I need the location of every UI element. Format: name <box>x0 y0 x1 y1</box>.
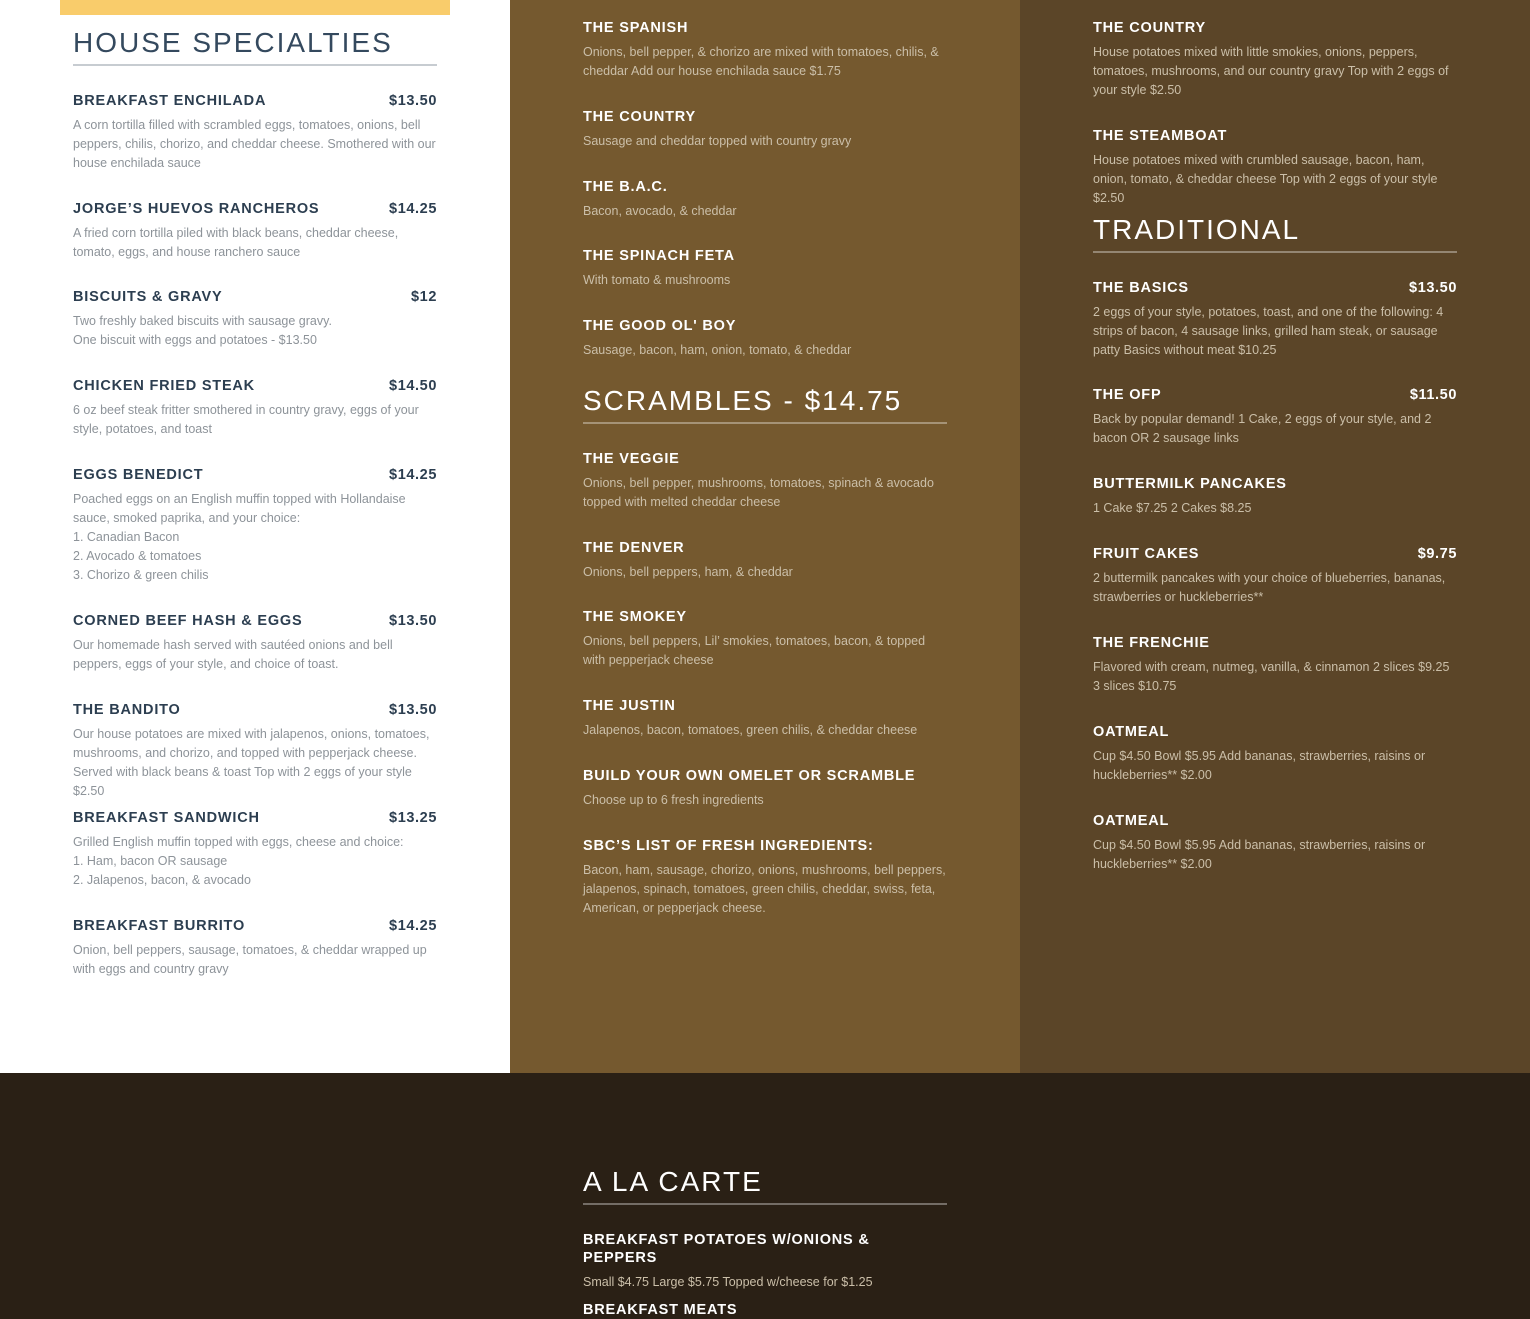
item-description: Our homemade hash served with sautéed onions and bell peppers, eggs of your style, and choice of toast. <box>73 638 393 671</box>
item-description: Flavored with cream, nutmeg, vanilla, & cinnamon 2 slices $9.25 3 slices $10.75 <box>1093 660 1450 693</box>
item-description: Cup $4.50 Bowl $5.95 Add bananas, strawberries, raisins or huckleberries** $2.00 <box>1093 749 1426 782</box>
item-name: OATMEAL <box>1093 724 1170 740</box>
menu-item <box>583 178 947 221</box>
item-description: Sausage, bacon, ham, onion, tomato, & cheddar <box>583 343 852 357</box>
item-description: House potatoes mixed with little smokies, onions, peppers, tomatoes, mushrooms, and our country gravy Top with 2 eggs of your style $2.50 <box>1093 45 1449 97</box>
item-name: THE COUNTRY <box>1093 20 1206 36</box>
item-name: BREAKFAST BURRITO <box>73 918 246 934</box>
item-price: $13.50 <box>1409 280 1457 296</box>
item-name: BISCUITS & GRAVY <box>73 289 223 305</box>
item-name: BUTTERMILK PANCAKES <box>1093 476 1287 492</box>
menu-item <box>73 917 437 979</box>
menu-item <box>1093 545 1457 607</box>
menu-item <box>583 697 947 740</box>
item-name: THE VEGGIE <box>583 451 680 467</box>
menu-item <box>583 539 947 582</box>
menu-item <box>73 200 437 262</box>
skillets-traditional-column <box>1020 0 1530 1073</box>
item-description: Bacon, ham, sausage, chorizo, onions, mushrooms, bell peppers, jalapenos, spinach, tomatoes, green chilis, cheddar, swiss, feta, American, or pepperjack cheese. <box>583 863 946 915</box>
omelets-scrambles-column <box>510 0 1020 1073</box>
menu-item <box>583 837 947 918</box>
item-description: With tomato & mushrooms <box>583 273 731 287</box>
item-description: Sausage and cheddar topped with country gravy <box>583 134 852 148</box>
item-name: THE OFP <box>1093 387 1162 403</box>
item-name: THE B.A.C. <box>583 179 668 195</box>
menu-item <box>1093 475 1457 518</box>
menu-item <box>1093 127 1457 208</box>
menu-item <box>1093 386 1457 448</box>
item-price: $13.50 <box>389 702 437 718</box>
menu-item <box>1093 634 1457 696</box>
menu-item <box>1093 19 1457 100</box>
item-description: 1 Cake $7.25 2 Cakes $8.25 <box>1093 501 1252 515</box>
menu-item <box>583 1231 947 1292</box>
item-description: Onions, bell pepper, & chorizo are mixed with tomatoes, chilis, & cheddar Add our house enchilada sauce $1.75 <box>583 45 939 78</box>
accent-bar <box>60 0 450 15</box>
item-name: THE GOOD OL' BOY <box>583 318 737 334</box>
item-description: Jalapenos, bacon, tomatoes, green chilis, & cheddar cheese <box>583 723 918 737</box>
item-price: $13.25 <box>389 810 437 826</box>
menu-item <box>73 466 437 585</box>
item-name: EGGS BENEDICT <box>73 467 204 483</box>
item-description: 2 eggs of your style, potatoes, toast, and one of the following: 4 strips of bacon, 4 sausage links, grilled ham steak, or sausage patty Basics without meat $10.25 <box>1093 305 1444 357</box>
menu-item <box>583 767 947 810</box>
menu-item <box>583 317 947 360</box>
item-name: BREAKFAST ENCHILADA <box>73 93 267 109</box>
a-la-carte-section <box>0 1073 1530 1318</box>
menu-item <box>583 608 947 670</box>
item-description: Cup $4.50 Bowl $5.95 Add bananas, strawberries, raisins or huckleberries** $2.00 <box>1093 838 1426 871</box>
menu-item <box>73 809 437 890</box>
item-price: $14.25 <box>389 201 437 217</box>
item-price: $11.50 <box>1409 387 1457 403</box>
menu-item <box>583 247 947 290</box>
scrambles-title: SCRAMBLES - $14.75 <box>583 384 947 424</box>
item-name: OATMEAL <box>1093 813 1170 829</box>
menu-item <box>73 612 437 674</box>
menu-item <box>583 450 947 512</box>
menu-item <box>73 701 437 801</box>
item-name: THE SPINACH FETA <box>583 248 735 264</box>
item-description: Onions, bell pepper, mushrooms, tomatoes, spinach & avocado topped with melted cheddar cheese <box>583 476 934 509</box>
menu-item <box>73 377 437 439</box>
item-name: THE COUNTRY <box>583 109 696 125</box>
item-name: CHICKEN FRIED STEAK <box>73 378 255 394</box>
item-name: THE STEAMBOAT <box>1093 128 1228 144</box>
a-la-carte-title: A LA CARTE <box>583 1165 947 1205</box>
menu-item <box>1093 279 1457 360</box>
item-price: $12 <box>411 289 437 305</box>
menu-item <box>583 108 947 151</box>
item-description: Onions, bell peppers, Lil’ smokies, tomatoes, bacon, & topped with pepperjack cheese <box>583 634 926 667</box>
item-name: SBC’S LIST OF FRESH INGREDIENTS: <box>583 838 874 854</box>
item-name: BUILD YOUR OWN OMELET OR SCRAMBLE <box>583 768 916 784</box>
item-price: $13.50 <box>389 93 437 109</box>
item-name: THE DENVER <box>583 540 685 556</box>
item-description: 6 oz beef steak fritter smothered in country gravy, eggs of your style, potatoes, and toast <box>73 403 419 436</box>
item-name: THE BASICS <box>1093 280 1189 296</box>
menu-item <box>583 1301 947 1319</box>
item-description: Onion, bell peppers, sausage, tomatoes, & cheddar wrapped up with eggs and country gravy <box>73 943 427 976</box>
item-name: THE SPANISH <box>583 20 689 36</box>
item-price: $9.75 <box>1417 546 1457 562</box>
menu-item <box>73 288 437 350</box>
item-name: FRUIT CAKES <box>1093 546 1200 562</box>
item-description: 2 buttermilk pancakes with your choice of blueberries, bananas, strawberries or huckleberries** <box>1093 571 1446 604</box>
item-price: $13.50 <box>389 613 437 629</box>
item-description: Bacon, avocado, & cheddar <box>583 204 737 218</box>
item-description: A fried corn tortilla piled with black beans, cheddar cheese, tomato, eggs, and house ranchero sauce <box>73 226 399 259</box>
menu-item <box>583 19 947 81</box>
item-price: $14.25 <box>389 467 437 483</box>
traditional-title: TRADITIONAL <box>1093 213 1457 253</box>
item-name: THE JUSTIN <box>583 698 676 714</box>
item-description: Small $4.75 Large $5.75 Topped w/cheese for $1.25 <box>583 1275 873 1289</box>
item-description: Grilled English muffin topped with eggs, cheese and choice: 1. Ham, bacon OR sausage 2. Jalapenos, bacon, & avocado <box>73 835 404 887</box>
house-specialties-column <box>0 0 510 1073</box>
item-name: BREAKFAST MEATS <box>583 1302 738 1318</box>
item-description: Back by popular demand! 1 Cake, 2 eggs of your style, and 2 bacon OR 2 sausage links <box>1093 412 1432 445</box>
item-description: Onions, bell peppers, ham, & cheddar <box>583 565 793 579</box>
item-name: BREAKFAST POTATOES W/ONIONS & PEPPERS <box>583 1232 870 1266</box>
item-description: Choose up to 6 fresh ingredients <box>583 793 764 807</box>
item-name: BREAKFAST SANDWICH <box>73 810 260 826</box>
item-name: JORGE’S HUEVOS RANCHEROS <box>73 201 320 217</box>
item-description: A corn tortilla filled with scrambled eggs, tomatoes, onions, bell peppers, chilis, chorizo, and cheddar cheese. Smothered with our house enchilada sauce <box>73 118 436 170</box>
menu-item <box>1093 812 1457 874</box>
item-name: THE SMOKEY <box>583 609 687 625</box>
item-description: House potatoes mixed with crumbled sausage, bacon, ham, onion, tomato, & cheddar cheese Top with 2 eggs of your style $2.50 <box>1093 153 1438 205</box>
item-description: Two freshly baked biscuits with sausage gravy. One biscuit with eggs and potatoes - $13.50 <box>73 314 332 347</box>
item-name: THE FRENCHIE <box>1093 635 1210 651</box>
item-price: $14.25 <box>389 918 437 934</box>
item-name: THE BANDITO <box>73 702 181 718</box>
house-specialties-title: HOUSE SPECIALTIES <box>73 26 437 66</box>
item-description: Our house potatoes are mixed with jalapenos, onions, tomatoes, mushrooms, and chorizo, and topped with pepperjack cheese. Served with black beans & toast Top with 2 eggs of your style $2.50 <box>73 727 430 798</box>
menu-item <box>73 92 437 173</box>
menu-item <box>1093 723 1457 785</box>
item-price: $14.50 <box>389 378 437 394</box>
item-description: Poached eggs on an English muffin topped with Hollandaise sauce, smoked paprika, and your choice: 1. Canadian Bacon 2. Avocado & tomatoes 3. Chorizo & green chilis <box>73 492 406 582</box>
item-name: CORNED BEEF HASH & EGGS <box>73 613 303 629</box>
